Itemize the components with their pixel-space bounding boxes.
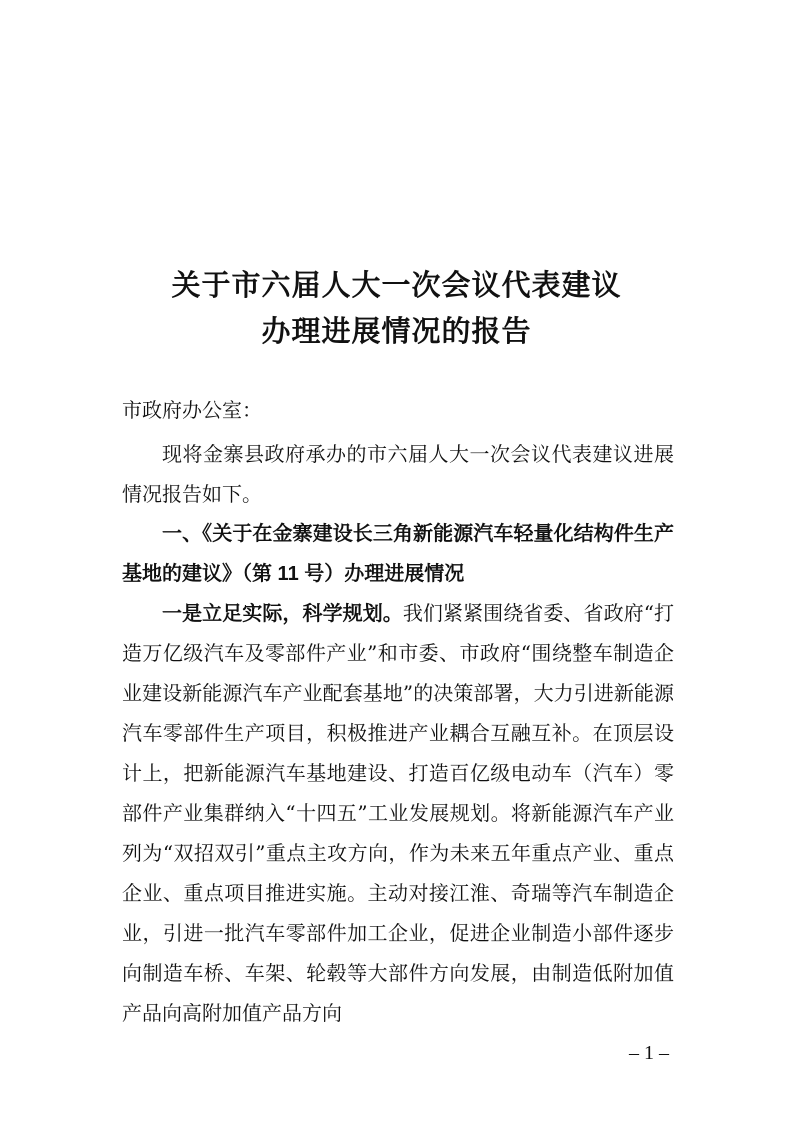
paragraph-lead: 一是立足实际，科学规划。 — [162, 601, 403, 625]
title-line-1: 关于市六届人大一次会议代表建议 — [171, 268, 622, 302]
document-title — [0, 262, 793, 354]
page-number: – 1 – — [629, 1042, 669, 1064]
addressee: 市政府办公室： — [122, 398, 262, 422]
section-heading-suffix: 号）办理进展情况 — [304, 561, 465, 585]
body-paragraph — [122, 593, 674, 1033]
section-heading — [122, 513, 674, 594]
section-heading-number: 11 — [272, 563, 305, 585]
paragraph-text: 我们紧紧围绕省委、省政府“打造万亿级汽车及零部件产业”和市委、市政府“围绕整车制造企业建设新能源汽车产业配套基地”的决策部署，大力引进新能源汽车零部件生产项目，积极推进产业耦合互融互补。在顶层设计上，把新能源汽车基地建设、打造百亿级电动车（汽车）零部件产业集群纳入“十四五”工业发展规划。将新能源汽车产业列为“双招双引”重点主攻方向，作为未来五年重点产业、重点企业、重点项目推进实施。主动对接江淮、奇瑞等汽车制造企业，引进一批汽车零部件加工企业，促进企业制造小部件逐步向制造车桥、车架、轮毂等大部件方向发展，由制造低附加值产品向高附加值产品方向 — [122, 601, 675, 1025]
intro-paragraph: 现将金寨县政府承办的市六届人大一次会议代表建议进展情况报告如下。 — [122, 442, 674, 506]
section-heading-prefix: 一、《关于在金寨建设长三角新能源汽车轻量化结构件生产基地的建议》（第 — [122, 521, 674, 585]
title-line-2: 办理进展情况的报告 — [261, 314, 532, 348]
